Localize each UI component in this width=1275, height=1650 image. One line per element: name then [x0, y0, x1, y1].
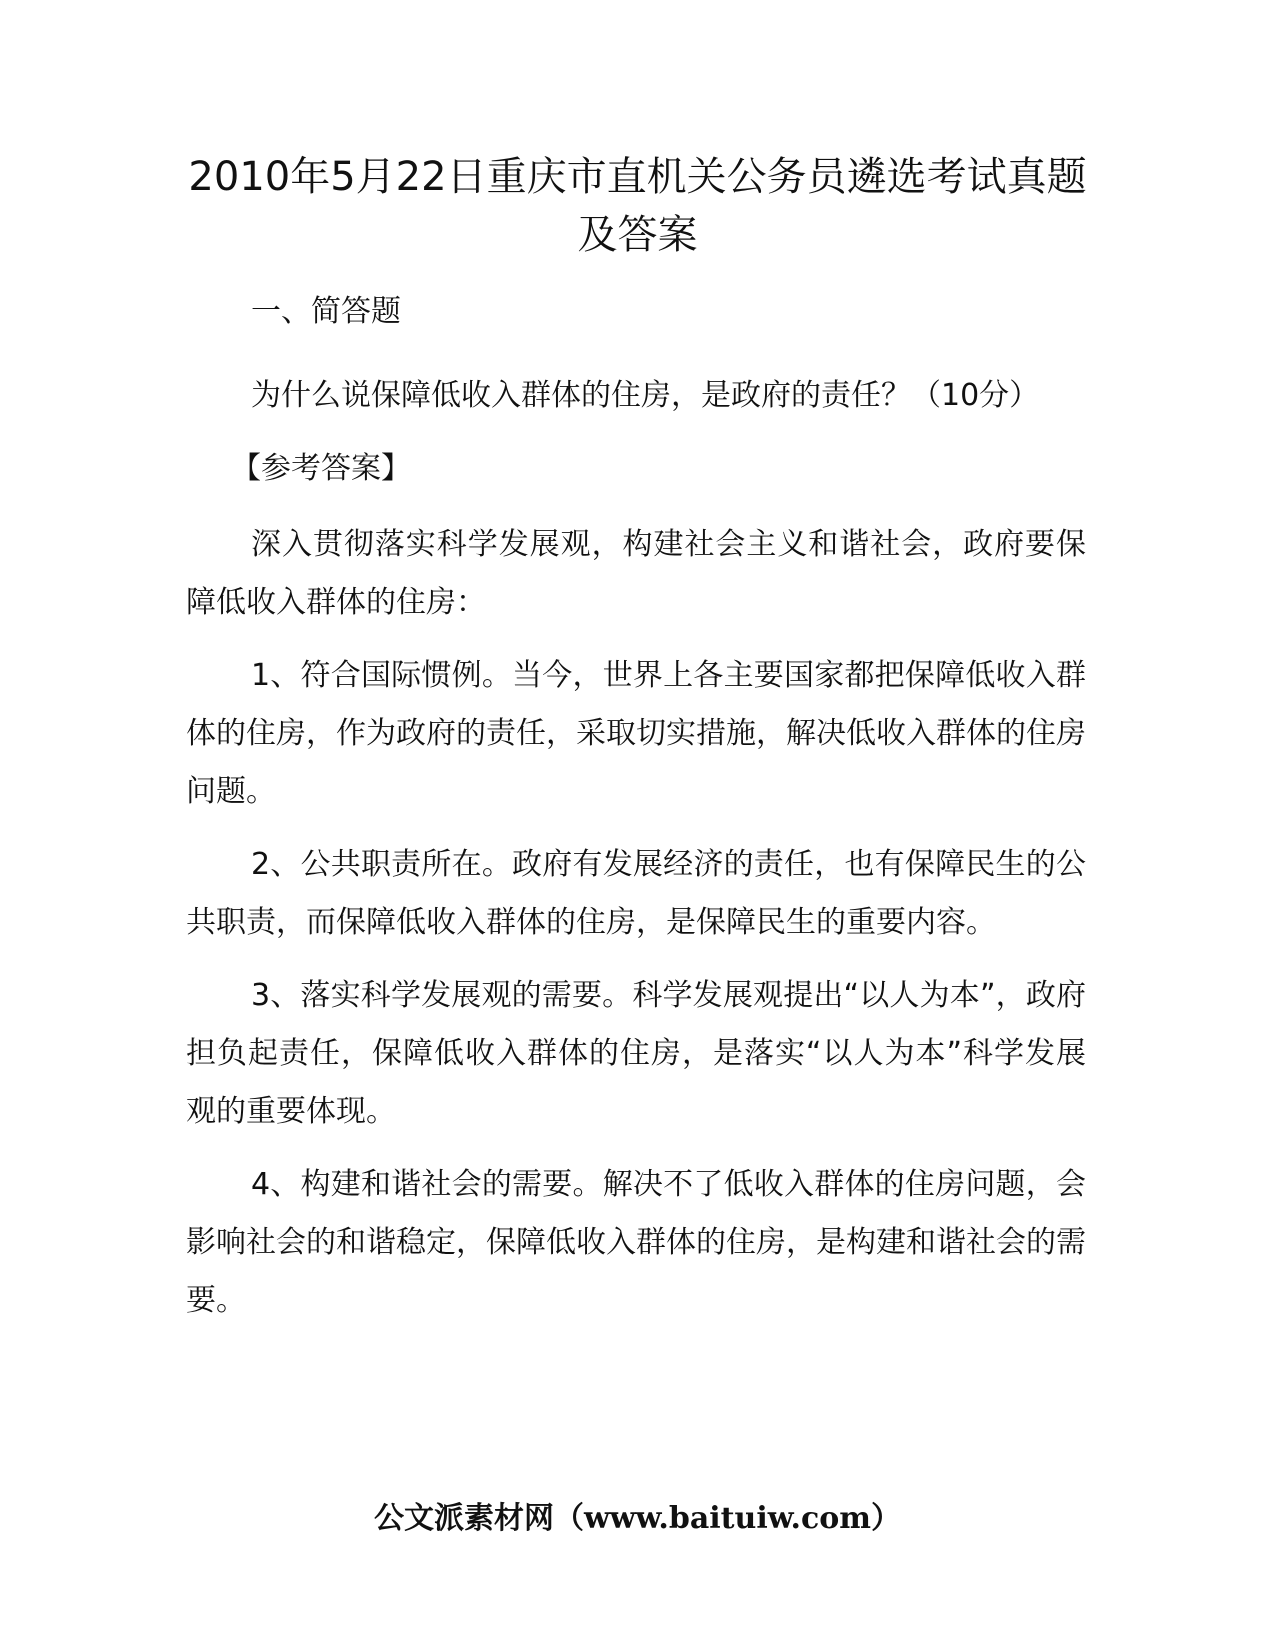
answer-label: 【参考答案】 — [231, 451, 411, 486]
section-heading: 一、简答题 — [251, 294, 401, 329]
answer-point-3: 3、落实科学发展观的需要。科学发展观提出“以人为本”，政府担负起责任，保障低收入群体的住房，是落实“以人为本”科学发展观的重要体现。 — [186, 978, 1086, 1129]
answer-point-4: 4、构建和谐社会的需要。解决不了低收入群体的住房问题，会影响社会的和谐稳定，保障低收入群体的住房，是构建和谐社会的需要。 — [186, 1167, 1086, 1318]
document-title: 2010年5月22日重庆市直机关公务员遴选考试真题及答案 — [188, 154, 1087, 258]
answer-point-1: 1、符合国际惯例。当今，世界上各主要国家都把保障低收入群体的住房，作为政府的责任，采取切实措施，解决低收入群体的住房问题。 — [186, 658, 1086, 809]
answer-point-2: 2、公共职责所在。政府有发展经济的责任，也有保障民生的公共职责，而保障低收入群体的住房，是保障民生的重要内容。 — [186, 847, 1086, 940]
answer-intro: 深入贯彻落实科学发展观，构建社会主义和谐社会，政府要保障低收入群体的住房： — [186, 527, 1086, 620]
question-text: 为什么说保障低收入群体的住房，是政府的责任？（10分） — [251, 378, 1040, 413]
document-body — [186, 283, 1086, 1345]
footer-source: 公文派素材网（www.baituiw.com） — [373, 1501, 902, 1536]
